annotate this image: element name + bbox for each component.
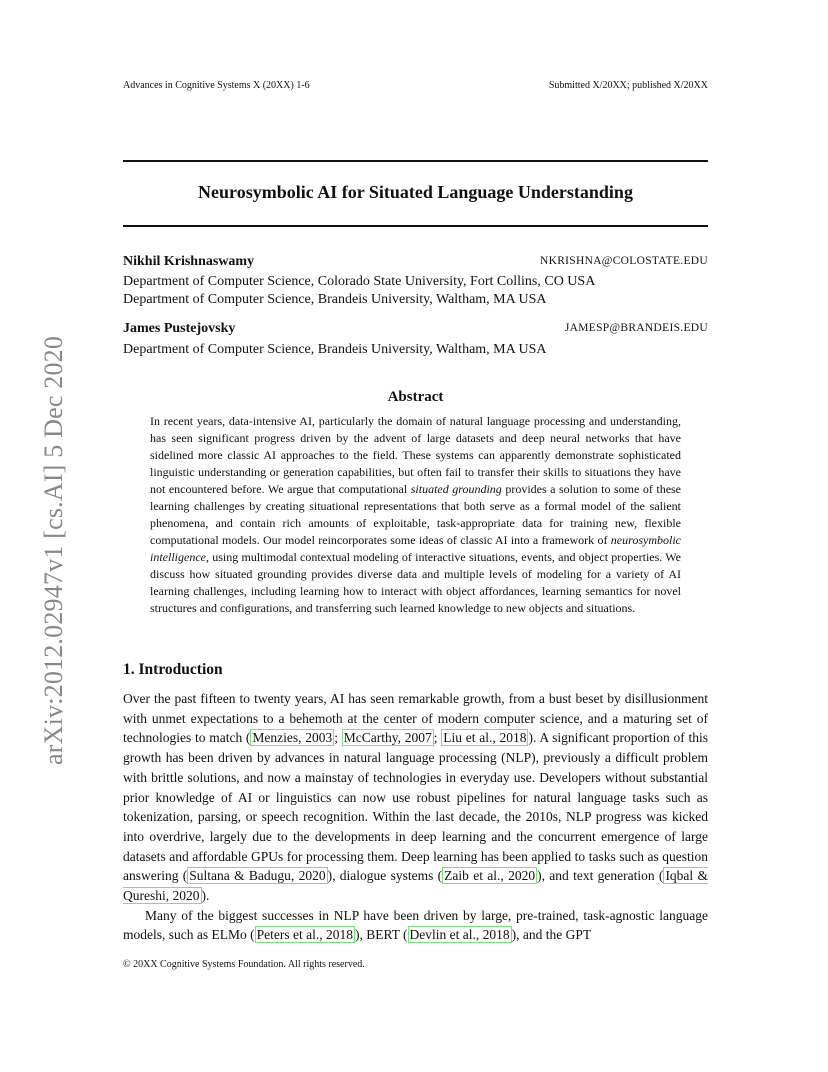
running-header-right: Submitted X/20XX; published X/20XX	[548, 80, 708, 91]
citation-link[interactable]: Devlin et al., 2018	[409, 927, 510, 943]
arxiv-stamp	[3, 295, 68, 765]
author-name: James Pustejovsky	[123, 321, 236, 336]
abstract-text: provides a solution to some of these learning challenges by creating situational representations that both serve as a formal model of the salient phenomena, and contain rich amounts of exploitable, task-appropriate data for training new, flexible computational models. Our model reincorporates some ideas of classic AI into a framework of	[150, 482, 682, 547]
abstract-text: , using multimodal contextual modeling of interactive situations, events, and object properties. We discuss how situated grounding provides diverse data and multiple levels of modeling for a variety of AI learning challenges, including learning how to interact with object affordances, learning semantics for novel structures and configurations, and transferring such learned knowledge to new objects and situations.	[150, 550, 681, 615]
abstract-heading: Abstract	[387, 389, 444, 405]
body-text: ), BERT (	[354, 927, 408, 943]
author-row	[123, 254, 708, 272]
citation-link[interactable]: Sultana & Badugu, 2020	[189, 868, 326, 884]
author-name: Nikhil Krishnaswamy	[123, 254, 255, 269]
body-text: ;	[433, 730, 442, 746]
paper-title: Neurosymbolic AI for Situated Language Understanding	[198, 182, 633, 202]
abstract-emphasis: situated grounding	[410, 482, 502, 496]
body-text: ).	[201, 888, 210, 904]
body-text: Many of the biggest successes in NLP have been driven by large, pre-trained, task-agnostic language models, such as ELMo (	[123, 907, 708, 943]
body-text: ), dialogue systems (	[327, 868, 443, 884]
title-rule-bottom	[123, 225, 708, 227]
citation-link[interactable]: Iqbal & Qureshi, 2020	[123, 868, 708, 904]
author-affiliation: Department of Computer Science, Colorado State University, Fort Collins, CO USA	[123, 274, 596, 289]
author-affiliation: Department of Computer Science, Brandeis University, Waltham, MA USA	[123, 342, 547, 357]
intro-paragraph	[123, 689, 708, 906]
section-heading: 1. Introduction	[123, 661, 223, 678]
author-row	[123, 321, 708, 339]
intro-body	[123, 689, 708, 945]
intro-paragraph	[123, 906, 708, 945]
citation-link[interactable]: McCarthy, 2007	[343, 730, 432, 746]
body-text: ), and text generation (	[537, 868, 664, 884]
citation-link[interactable]: Peters et al., 2018	[256, 927, 353, 943]
author-affiliation: Department of Computer Science, Brandeis University, Waltham, MA USA	[123, 292, 547, 307]
title-rule-top	[123, 160, 708, 162]
abstract-emphasis: neurosymbolic intelligence	[150, 533, 681, 564]
body-text: ). A significant proportion of this growth has been driven by advances in natural language processing (NLP), previously a difficult problem with brittle solutions, and now a mainstay of technologies in everyday use. Developers without substantial prior knowledge of AI or linguistics can now use robust pipelines for natural language tasks such as tokenization, parsing, or speech recognition. Within the last decade, the 2010s, NLP progress was kicked into overdrive, largely due to the developments in deep learning and the concurrent emergence of large datasets and affordable GPUs for processing them. Deep learning has been applied to tasks such as question answering (	[123, 730, 709, 884]
abstract-body	[150, 413, 681, 617]
body-text: Over the past fifteen to twenty years, AI has seen remarkable growth, from a bust beset by disillusionment with unmet expectations to a behemoth at the center of modern computer science, and a maturing set of technologies to match (	[123, 691, 708, 746]
author-email: NKRISHNA@COLOSTATE.EDU	[539, 255, 708, 267]
body-text: ), and the GPT	[511, 927, 592, 943]
body-text: ;	[334, 730, 342, 746]
citation-link[interactable]: Menzies, 2003	[252, 730, 333, 746]
citation-link[interactable]: Liu et al., 2018	[443, 730, 527, 746]
citation-link[interactable]: Zaib et al., 2020	[444, 868, 536, 884]
arxiv-stamp-text: arXiv:2012.02947v1 [cs.AI] 5 Dec 2020	[39, 335, 68, 765]
copyright-footer: © 20XX Cognitive Systems Foundation. All rights reserved.	[123, 959, 365, 970]
running-header-left: Advances in Cognitive Systems X (20XX) 1-6	[123, 80, 310, 91]
author-email: JAMESP@BRANDEIS.EDU	[564, 322, 708, 334]
abstract-text: In recent years, data-intensive AI, particularly the domain of natural language processing and understanding, has seen significant progress driven by the advent of large datasets and deep neural networks that have sidelined more classic AI approaches to the field. These systems can apparently demonstrate sophisticated linguistic understanding or generation capabilities, but often fail to transfer their skills to situations they have not encountered before. We argue that computational	[150, 414, 681, 496]
